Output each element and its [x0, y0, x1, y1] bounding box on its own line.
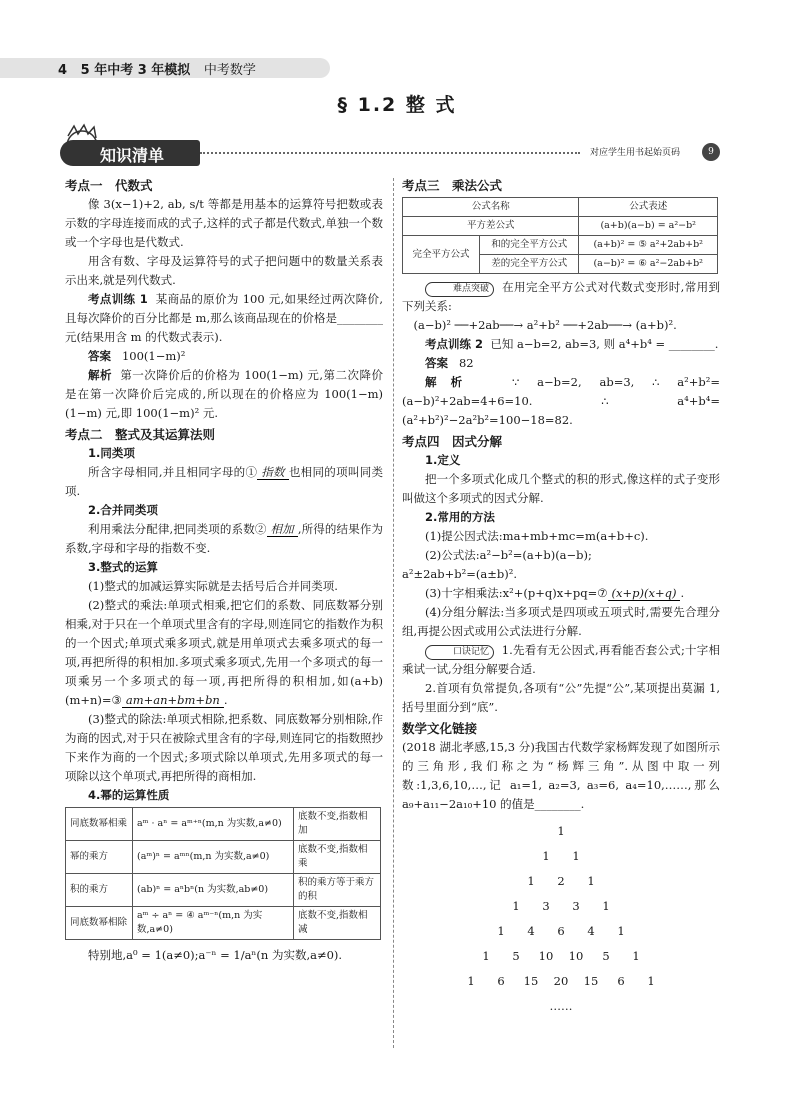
triangle-number: 20: [553, 974, 569, 988]
k2-sub3: 3.整式的运算: [88, 560, 158, 574]
k2-sub2-b: ,所得的结果作为系数,字母和字母的指数不变.: [65, 522, 383, 555]
book-title: 5 年中考 3 年模拟: [80, 63, 191, 78]
right-column: [402, 176, 720, 1016]
k3-tip-text: 在用完全平方公式对代数式变形时,常用到下列关系:: [402, 280, 721, 313]
k1-para1: 像 3(x−1)+2, ab, s/t 等都是用基本的运算符号把数或表示数的字母连接而成的式子,这样的式子都是代数式,单独一个数或一个字母也是代数式.: [65, 197, 383, 249]
power-cell: 底数不变,指数相减: [294, 907, 381, 940]
culture-text: (2018 湖北孝感,15,3 分)我国古代数学家杨辉发现了如图所示的三角形,我们称之为“杨辉三角”.从图中取一列数:1,3,6,10,…,记 a₁=1, a₂=3, a₃=6, a₄=10,……,那么 a₉+a₁₁−2a₁₀+10 的值是________.: [402, 740, 720, 811]
k1-answer-value: 100(1−m)²: [121, 349, 186, 363]
formula-cell: (a+b)² = ⑤ a²+2ab+b²: [579, 236, 718, 255]
formula-row: [403, 217, 718, 236]
k4-method3: (3)十字相乘法:x²+(p+q)x+pq=⑦ (x+p)(x+q) .: [425, 586, 685, 600]
triangle-number: 1: [617, 924, 625, 938]
power-cell: 底数不变,指数相加: [294, 808, 381, 841]
k1-solution-label: 解析: [88, 368, 112, 382]
k2-sub3-p1: (1)整式的加减运算实际就是去括号后合并同类项.: [88, 579, 338, 593]
formula-cell: 完全平方公式: [403, 236, 480, 274]
triangle-number: 3: [542, 899, 550, 913]
power-cell: 同底数幂相除: [66, 907, 133, 940]
triangle-number: 1: [632, 949, 640, 963]
tip-icon: 难点突破: [425, 282, 494, 297]
power-cell: 积的乘方等于乘方的积: [294, 874, 381, 907]
k2-sub2: 2.合并同类项: [88, 503, 158, 517]
k1-solution-text: 第一次降价后的价格为 100(1−m) 元,第二次降价是在第一次降价后完成的,所以现在的价格应为 100(1−m)(1−m) 元,即 100(1−m)² 元.: [65, 368, 384, 420]
k3-heading: 考点三 乘法公式: [402, 178, 503, 193]
power-row: [66, 874, 381, 907]
power-cell: (ab)ⁿ = aⁿbⁿ(n 为实数,ab≠0): [133, 874, 294, 907]
formula-table: [402, 197, 718, 274]
column-divider: [393, 178, 394, 1048]
k2-sub1-b: 也相同的项叫同类项.: [65, 465, 384, 498]
k3-answer-label: 答案: [425, 356, 448, 370]
triangle-row: [402, 947, 720, 972]
power-cell: 同底数幂相乘: [66, 808, 133, 841]
k4-sub1-text: 把一个多项式化成几个整式的积的形式,像这样的式子变形叫做这个多项式的因式分解.: [402, 472, 720, 505]
k2-sub1-a: 所含字母相同,并且相同字母的①: [88, 465, 258, 479]
triangle-number: 1: [467, 974, 475, 988]
k3-train-text: 已知 a−b=2, ab=3, 则 a⁴+b⁴ = ________.: [490, 337, 719, 351]
k3-solution: [402, 373, 720, 430]
correspond-page-note: 对应学生用书起始页码: [590, 148, 681, 158]
k1-para2: 用含有数、字母及运算符号的式子把问题中的数量关系表示出来,就是列代数式.: [65, 254, 383, 287]
triangle-number: 3: [572, 899, 580, 913]
culture-heading: 数学文化链接: [402, 721, 478, 736]
k3-tip: [402, 278, 720, 316]
triangle-number: 15: [583, 974, 599, 988]
triangle-number: 10: [568, 949, 584, 963]
triangle-number: 1: [557, 824, 565, 838]
formula-head-row: [403, 198, 718, 217]
triangle-number: 4: [527, 924, 535, 938]
triangle-row: [402, 822, 720, 847]
banner-divider: [200, 152, 580, 154]
formula-cell: (a−b)² = ⑥ a²−2ab+b²: [579, 255, 718, 274]
subject: 中考数学: [203, 63, 256, 78]
triangle-number: 1: [602, 899, 610, 913]
running-header: [58, 59, 256, 78]
k2-sub2-a: 利用乘法分配律,把同类项的系数②: [88, 522, 267, 536]
triangle-row: [402, 897, 720, 922]
k3-train: [402, 335, 720, 354]
correspond-page-badge: 9: [702, 143, 720, 161]
k1-train-text: 某商品的原价为 100 元,如果经过两次降价,且每次降价的百分比都是 m,那么该商品现在的价格是________元(结果用含 m 的代数式表示).: [65, 292, 383, 344]
triangle-number: 5: [512, 949, 520, 963]
triangle-ellipsis: ……: [549, 999, 573, 1013]
k2-sub3-p2: (2)整式的乘法:单项式相乘,把它们的系数、同底数幂分别相乘,对于只在一个单项式里含有的字母,则连同它的指数作为积的一个因式;单项式乘多项式,就是用单项式去乘多项式的每一项,再把所得的积相加.多项式乘多项式,先用一个多项式的每一项乘另一个多项式的每一项,再把所得的积相加,如(a+b)(m+n)=③ am+an+bm+bn .: [65, 598, 383, 707]
triangle-number: 1: [647, 974, 655, 988]
k1-answer-label: 答案: [88, 349, 111, 363]
power-row: [66, 808, 381, 841]
triangle-number: 10: [538, 949, 554, 963]
k4-method2a: (2)公式法:a²−b²=(a+b)(a−b);: [425, 548, 592, 562]
formula-cell: 平方差公式: [403, 217, 579, 236]
k4-method1: (1)提公因式法:ma+mb+mc=m(a+b+c).: [425, 529, 649, 543]
k4-tip2: 2.首项有负常提负,各项有“公”先提“公”,某项提出莫漏 1,括号里面分到“底”.: [402, 681, 720, 714]
triangle-number: 5: [602, 949, 610, 963]
triangle-number: 1: [527, 874, 535, 888]
power-cell: (aᵐ)ⁿ = aᵐⁿ(m,n 为实数,a≠0): [133, 841, 294, 874]
power-row: [66, 907, 381, 940]
triangle-number: 15: [523, 974, 539, 988]
formula-cell: 差的完全平方公式: [480, 255, 579, 274]
triangle-number: 1: [587, 874, 595, 888]
special-note: 特别地,a⁰ = 1(a≠0);a⁻ⁿ = 1/aⁿ(n 为实数,a≠0).: [88, 948, 343, 962]
k2-sub4: 4.幂的运算性质: [88, 788, 170, 802]
power-cell: 积的乘方: [66, 874, 133, 907]
formula-cell: (a+b)(a−b) = a²−b²: [579, 217, 718, 236]
left-column: [65, 176, 383, 965]
triangle-number: 6: [557, 924, 565, 938]
page-number: 4: [58, 63, 68, 78]
power-cell: aᵐ ÷ aⁿ = ④ aᵐ⁻ⁿ(m,n 为实数,a≠0): [133, 907, 294, 940]
section-title: § 1.2 整 式: [337, 94, 457, 116]
formula-row: [403, 236, 718, 255]
k2-sub3-p3: (3)整式的除法:单项式相除,把系数、同底数幂分别相除,作为商的因式,对于只在被除式里含有的字母,则连同它的指数照抄下来作为商的一个因式;多项式除以单项式,先用多项式的每一项除以这个单项式,再把所得的商相加.: [65, 712, 383, 783]
k3-solution-label: 解析: [425, 375, 477, 389]
triangle-number: 6: [497, 974, 505, 988]
k2-heading: 考点二 整式及其运算法则: [65, 427, 216, 442]
k3-solution-text: ∵ a−b=2, ab=3, ∴ a²+b²=(a−b)²+2ab=4+6=10. ∴ a⁴+b⁴=(a²+b²)²−2a²b²=100−18=82.: [402, 375, 720, 427]
formula-cell: 和的完全平方公式: [480, 236, 579, 255]
k4-tip: [402, 641, 720, 679]
power-cell: 底数不变,指数相乘: [294, 841, 381, 874]
k3-answer-value: 82: [458, 356, 474, 370]
k4-method2b: a²±2ab+b²=(a±b)².: [402, 567, 517, 581]
memory-icon: 口诀记忆: [425, 645, 494, 660]
banner-label: 知识清单: [100, 146, 165, 165]
k1-train-label: 考点训练 1: [88, 292, 148, 306]
k1-heading: 考点一 代数式: [65, 178, 153, 193]
triangle-number: 1: [572, 849, 580, 863]
k2-sub1-text: [65, 463, 383, 501]
k4-sub2: 2.常用的方法: [425, 510, 495, 524]
k3-train-label: 考点训练 2: [425, 337, 484, 351]
triangle-number: 6: [617, 974, 625, 988]
k4-tip1: 1.先看有无公因式,再看能否套公式;十字相乘试一试,分组分解要合适.: [402, 643, 720, 676]
k3-chain: (a−b)² ──+2ab──→ a²+b² ──+2ab──→ (a+b)².: [413, 318, 677, 332]
blank-2: 相加: [267, 522, 298, 537]
power-table: [65, 807, 381, 940]
triangle-number: 4: [587, 924, 595, 938]
k4-sub1: 1.定义: [425, 453, 461, 467]
blank-3: am+an+bm+bn: [122, 693, 224, 708]
triangle-number: 2: [557, 874, 565, 888]
k2-sub3-p2-text: (2)整式的乘法:单项式相乘,把它们的系数、同底数幂分别相乘,对于只在一个单项式里含有的字母,则连同它的指数作为积的一个因式;单项式乘多项式,就是用单项式去乘多项式的每一项,再把所得的积相加.多项式乘多项式,先用一个多项式的每一项乘另一个多项式的每一项,再把所得的积相加,如(a+b)(m+n)=③: [65, 598, 383, 707]
formula-head-expr: 公式表述: [579, 198, 718, 217]
k1-train: [65, 290, 383, 347]
triangle-number: 1: [512, 899, 520, 913]
k1-answer: [65, 347, 383, 366]
power-row: [66, 841, 381, 874]
triangle-row: [402, 922, 720, 947]
power-cell: 幂的乘方: [66, 841, 133, 874]
triangle-number: 1: [542, 849, 550, 863]
triangle-number: 1: [482, 949, 490, 963]
k2-sub2-text: [65, 520, 383, 558]
triangle-number: 1: [497, 924, 505, 938]
k1-solution: [65, 366, 383, 423]
k4-method3-text: (3)十字相乘法:x²+(p+q)x+pq=⑦: [425, 586, 608, 600]
yang-hui-triangle: [402, 822, 720, 997]
formula-head-name: 公式名称: [403, 198, 579, 217]
k2-sub1: 1.同类项: [88, 446, 135, 460]
k4-method4: (4)分组分解法:当多项式是四项或五项式时,需要先合理分组,再提公因式或用公式法进行分解.: [402, 605, 720, 638]
power-cell: aᵐ · aⁿ = aᵐ⁺ⁿ(m,n 为实数,a≠0): [133, 808, 294, 841]
triangle-row: [402, 972, 720, 997]
blank-1: 指数: [257, 465, 289, 480]
k4-heading: 考点四 因式分解: [402, 434, 503, 449]
triangle-row: [402, 847, 720, 872]
blank-7: (x+p)(x+q): [608, 586, 681, 601]
k3-answer: [402, 354, 720, 373]
triangle-row: [402, 872, 720, 897]
